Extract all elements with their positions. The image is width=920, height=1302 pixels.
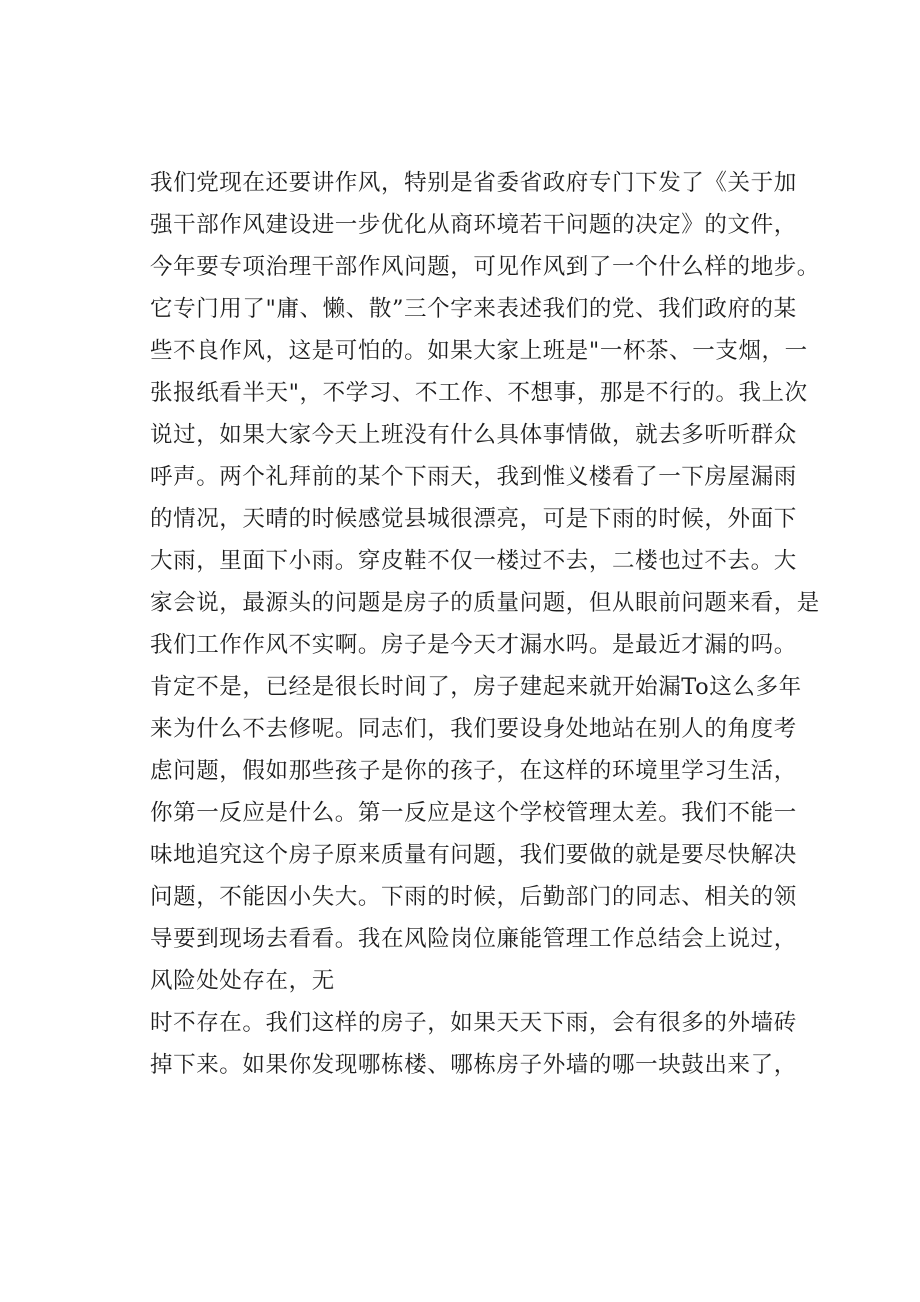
text-line: 导要到现场去看看。我在风险岗位廉能管理工作总结会上说过， bbox=[150, 926, 797, 952]
text-line: 来为什么不去修呢。同志们，我们要设身处地站在别人的角度考 bbox=[150, 716, 797, 742]
text-line: 味地追究这个房子原来质量有问题，我们要做的就是要尽快解决 bbox=[150, 842, 797, 868]
text-line: 时不存在。我们这样的房子，如果天天下雨，会有很多的外墙砖 bbox=[150, 1010, 797, 1036]
text-line: 我们工作作风不实啊。房子是今天才漏水吗。是最近才漏的吗。 bbox=[150, 632, 797, 658]
text-line: 它专门用了"庸、懒、散”三个字来表述我们的党、我们政府的某 bbox=[150, 296, 797, 322]
text-line: 说过，如果大家今天上班没有什么具体事情做，就去多听听群众 bbox=[150, 422, 797, 448]
text-line: 风险处处存在，无 bbox=[150, 968, 335, 994]
text-line: 大雨，里面下小雨。穿皮鞋不仅一楼过不去，二楼也过不去。大 bbox=[150, 548, 797, 574]
text-line: 的情况，天晴的时候感觉县城很漂亮，可是下雨的时候，外面下 bbox=[150, 506, 797, 532]
text-line: 我们党现在还要讲作风，特别是省委省政府专门下发了《关于加 bbox=[150, 170, 797, 196]
body-text bbox=[150, 162, 820, 1086]
text-line: 问题，不能因小失大。下雨的时候，后勤部门的同志、相关的领 bbox=[150, 884, 797, 910]
text-line: 你第一反应是什么。第一反应是这个学校管理太差。我们不能一 bbox=[150, 800, 797, 826]
text-line: 家会说，最源头的问题是房子的质量问题，但从眼前问题来看，是 bbox=[150, 590, 820, 616]
text-line: 张报纸看半天"，不学习、不工作、不想事，那是不行的。我上次 bbox=[150, 380, 808, 406]
text-line: 虑问题，假如那些孩子是你的孩子，在这样的环境里学习生活， bbox=[150, 758, 797, 784]
text-line: 掉下来。如果你发现哪栋楼、哪栋房子外墙的哪一块鼓出来了， bbox=[150, 1052, 797, 1078]
text-line: 些不良作风，这是可怕的。如果大家上班是"一杯茶、一支烟，一 bbox=[150, 338, 808, 364]
text-line: 强干部作风建设进一步优化从商环境若干问题的决定》的文件， bbox=[150, 212, 797, 238]
text-line: 肯定不是，已经是很长时间了，房子建起来就开始漏To这么多年 bbox=[150, 674, 802, 700]
text-line: 今年要专项治理干部作风问题，可见作风到了一个什么样的地步。 bbox=[150, 254, 820, 280]
text-line: 呼声。两个礼拜前的某个下雨天，我到惟义楼看了一下房屋漏雨 bbox=[150, 464, 797, 490]
